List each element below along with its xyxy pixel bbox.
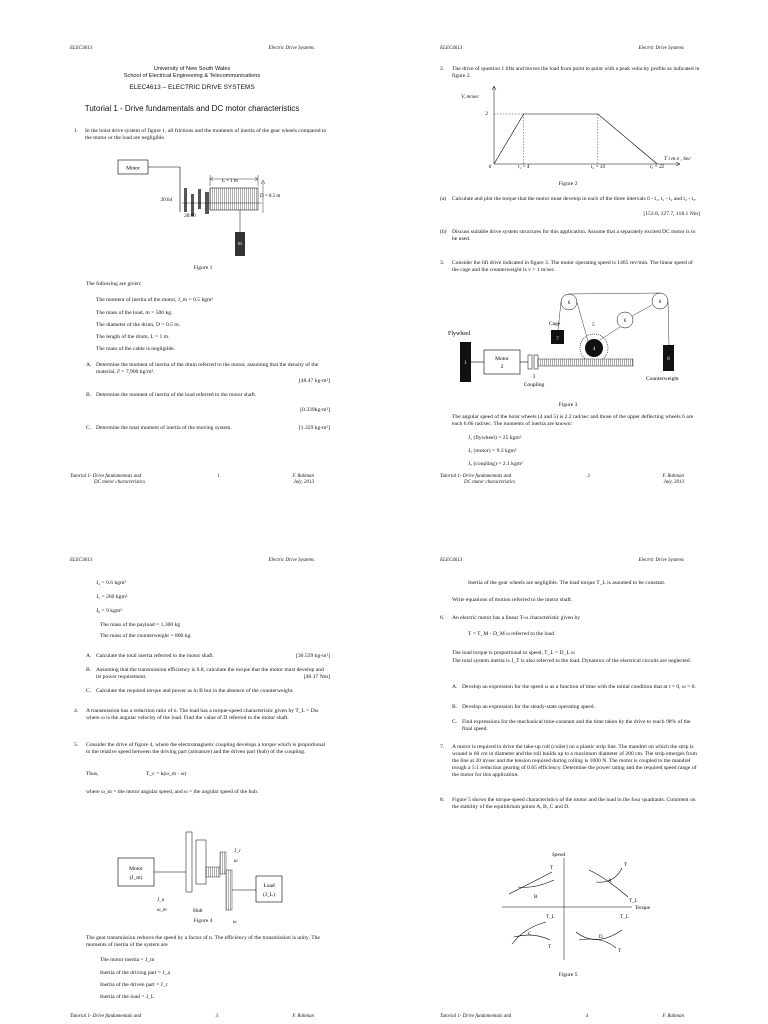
inertia-j4: J₄ = 0.6 kgm² (96, 580, 127, 586)
page-footer (70, 1014, 314, 1020)
fig4-hub-label: Hub (193, 908, 203, 914)
fig5-point-D: D (599, 935, 603, 940)
fig1-length-label: L = 1 m (222, 179, 238, 184)
q2b-label: (b) (440, 229, 447, 235)
where-text: where ω_m = the motor angular speed, and ω = the angular speed of the hub. (86, 789, 259, 795)
p4-qA-label: A. (452, 684, 458, 690)
footer-right-1: F. Rahman (662, 1014, 684, 1019)
p3-qA-text: Calculate the total inertia referred to the motor shaft. (96, 653, 214, 659)
course-code: ELEC4613 (440, 46, 463, 51)
page-number: 1 (217, 474, 221, 479)
page-1 (0, 0, 384, 512)
figure-5 (384, 512, 768, 1024)
fig3-wheel6-c: 6 (623, 319, 627, 324)
q2-text: The drive of question 1 lifts and moves the load from point to point with a peak velocity profile as indicated in figure 2. (452, 66, 700, 79)
fig5-T-q2: T (550, 866, 554, 871)
fig3-cage-label: Cage (549, 321, 561, 327)
inertia-j1: J₁ (flywheel) = 25 kgm² (468, 435, 522, 441)
fig4-load-label: Load (263, 883, 275, 889)
fig3-wheel6-b: 6 (658, 300, 662, 305)
page-footer (70, 474, 314, 486)
counterweight-mass: The mass of the counterweight = 800 kg. (100, 633, 192, 639)
q4-text: A transmission has a reduction ratio of n. The load has a torque-speed characteristic given by T_L = Dω where ω is the angular velocity of the load. Find the value of D referred to the motor shaft. (86, 708, 319, 721)
given-cable: The mass of the cable is negligible. (96, 346, 176, 352)
p3-qB-text: Assuming that the transmission efficiency is 0.8, calculate the torque that the motor must develop and its power requirement. (96, 667, 324, 680)
p4-intro1: Inertia of the gear wheels are negligible. The load torque T_L is assumed to be constant. (468, 580, 666, 586)
footer-right-1: F. Rahman (292, 474, 314, 479)
fig3-motor-label: Motor (495, 356, 509, 362)
qC-text: Determine the total moment of inertia of the moving system. (96, 425, 232, 431)
q2a-text: Calculate and plot the torque that the motor must develop in each of the three intervals 0 - t₁, t₁ - t₂ and t₂ - t₃. (452, 196, 697, 202)
given-inertia: The moment of inertia of the motor, J_m = 0.5 kgm² (96, 297, 214, 303)
q3-text2: The angular speed of the hoist wheels (4 and 5) is 2.2 rad/sec and those of the upper deflecting wheels 6 are each 6.66 rad/sec. The moments of inertia are known: (452, 414, 694, 427)
page-2 (384, 0, 768, 512)
figure-5-caption: Figure 5 (558, 972, 578, 978)
q6-text3: The total system inertia is J_T is also referred to the load. Dynamics of the electrical circuits are neglected. (452, 658, 692, 664)
fig4-motor-label: Motor (129, 866, 143, 872)
fig3-counterweight-label: Counterweight (646, 376, 679, 382)
q3-text: Consider the lift drive indicated in figure 3. The motor operating speed is 1465 rev/min. The linear speed of the cage and the counterweight is v = 1 m/sec. (452, 260, 693, 273)
chart-x-tick-label: t₃ = 22 (650, 164, 665, 170)
fig3-num1: 1 (464, 361, 467, 366)
page-footer (440, 474, 684, 486)
fig5-T-q1: T (624, 863, 628, 868)
q1-number: 1. (74, 128, 79, 134)
fig5-TL-q1: T_L (629, 899, 638, 904)
chart-x-tick-label: t₂ = 14 (590, 164, 605, 170)
footer-left-2: DC motor characteristics (464, 480, 516, 485)
gear-text: The gear transmission reduces the speed by a factor of n. The efficiency of the transmission is unity. The moments of inertia of the system are (86, 935, 320, 948)
q6-number: 6. (440, 615, 445, 621)
course-subject: Electric Drive Systems (268, 46, 314, 51)
q6-text: An electric motor has a linear T-ω characteristic given by (452, 615, 581, 621)
q5-number: 5. (74, 742, 79, 748)
fig3-num3: 3 (532, 375, 536, 380)
page-3 (0, 512, 384, 1024)
footer-left-1: Tutorial 1- Drive fundamentals and (440, 1014, 512, 1019)
footer-right-2: July, 2013 (663, 480, 684, 485)
page-number: 2 (587, 474, 591, 479)
p3-qB-answer: [40.17 Nm] (303, 674, 330, 680)
fig3-flywheel-label: Flywheel (448, 331, 471, 337)
p3-qB-label: B. (86, 667, 92, 673)
footer-right-1: F. Rahman (292, 1014, 314, 1019)
qB-text: Determine the moment of inertia of the load referred to the motor shaft. (96, 392, 257, 398)
inertia-j5: J₅ = 260 kgm² (96, 594, 128, 600)
q1-text: In the hoist drive system of figure 1, all frictions and the moments of inertia of the gear wheels compared to the motor or the load are negligible. (85, 128, 327, 141)
fig1-diameter-label: D = 0.5 m (260, 194, 281, 199)
moment-driven: Inertia of the driven part = J_r (100, 982, 168, 988)
q5-text: Consider the drive of figure 4, where the electromagnetic coupling develops a torque which is proportional to the relative speed between the driving part (armature) and the driven part (hub) of the coupling. (86, 742, 326, 755)
p4-qC-label: C. (452, 719, 458, 725)
qC-answer: [1.359 kg-m²] (298, 425, 330, 431)
fig3-cage-num: 7 (556, 337, 559, 342)
fig5-TL-q4: T_L (620, 915, 629, 920)
qB-label: B. (86, 392, 92, 398)
p4-qC-text: Find expressions for the mechanical time-constant and the time taken by the drive to reach 98% of the final speed. (462, 719, 691, 732)
fig4-wm: ω_m (157, 908, 167, 913)
chart-x-tick-label: 0 (488, 164, 492, 170)
fig3-coupling-label: Coupling (523, 382, 545, 388)
fig3-num4: 4 (592, 347, 596, 352)
qA-text: Determine the moment of inertia of the drum referred to the motor, assuming that the density of the material, ∂ = 7,900 kg/m³. (96, 362, 319, 375)
moment-motor: The motor inertia = J_m (100, 957, 155, 963)
fig3-num5: 5 (592, 323, 595, 328)
inertia-j2: J₂ (motor) = 9.3 kgm² (468, 448, 517, 454)
chart-x-tick-label: t₁ = 4 (517, 164, 530, 170)
page-footer (440, 1014, 684, 1020)
given-mass: The mass of the load, m = 500 kg. (96, 310, 173, 316)
fig3-motor-num: 2 (500, 364, 504, 370)
p3-qC-label: C. (86, 688, 92, 694)
fig3-wheel6-a: 6 (567, 301, 571, 306)
qA-answer: [48.47 kg-m²] (298, 378, 330, 384)
fig4-jr: J_r (234, 849, 241, 854)
fig5-point-A: A (608, 879, 612, 884)
q3-number: 3. (440, 260, 445, 266)
q2b-text: Discuss suitable drive system structures for this application. Assume that a separately excited DC motor is to be used. (452, 229, 696, 242)
fig5-speed-label: Speed (552, 852, 566, 858)
figure-1-caption: Figure 1 (193, 265, 213, 271)
q8-text: Figure 5 shows the torque-speed characteristics of the motor and the load in the four quadrants. Comment on the stability of the equilibrium points A, B, C and D. (452, 797, 696, 810)
q7-number: 7. (440, 744, 445, 750)
footer-left-1: Tutorial 1- Drive fundamentals and (70, 474, 142, 479)
fig1-ratio2: 20:60 (184, 214, 196, 219)
fig4-w: ω (234, 859, 238, 864)
q4-number: 4. (74, 708, 79, 714)
q6-equation: T = T_M - D_M ω referred to the load. (468, 631, 556, 637)
course-code: ELEC4613 (70, 558, 93, 563)
figure-3-caption: Figure 3 (558, 402, 578, 408)
qB-answer: [0.339kg-m²] (300, 407, 330, 413)
footer-right-1: F. Rahman (662, 474, 684, 479)
chart-y-axis-label: V, m/sec (461, 94, 479, 100)
course-subject: Electric Drive Systems (638, 558, 684, 563)
footer-left-2: DC motor characteristics (94, 480, 146, 485)
payload-mass: The mass of the payload = 1,300 kg (100, 622, 181, 628)
moment-load: Inertia of the load = J_L (100, 994, 155, 1000)
qA-label: A. (86, 362, 92, 368)
fig4-w2: ω (233, 920, 237, 925)
page-number: 4 (585, 1014, 589, 1019)
q2a-label: (a) (440, 196, 447, 202)
p4-intro2: Write equations of motion referred to the motor shaft. (452, 597, 573, 603)
course-subject: Electric Drive Systems (268, 558, 314, 563)
p3-qC-text: Calculate the required torque and power as in B but in the absence of the counterweight. (96, 688, 294, 694)
course-title: ELEC4613 – ELECTRIC DRIVE SYSTEMS (129, 84, 255, 91)
p4-qA-text: Develop an expression for the speed ω as a function of time with the initial condition that at t = 0, ω = 0. (462, 684, 696, 690)
fig5-point-C: C (528, 932, 532, 937)
fig4-motor-j: (J_m) (129, 875, 143, 881)
fig5-T-q4: T (618, 949, 622, 954)
q2-number: 2. (440, 66, 445, 72)
fig5-TL-q3: T_L (546, 915, 555, 920)
school-name: School of Electrical Engineering & Telecommunications (123, 72, 261, 79)
given-intro: The following are given: (86, 281, 142, 287)
coupling-torque-equation: T_c = k(ω_m - ω) (146, 771, 187, 777)
course-subject: Electric Drive Systems (638, 46, 684, 51)
figure-2-caption: Figure 2 (558, 181, 578, 187)
fig4-load-j: (J_L) (263, 892, 275, 898)
fig1-ratio1: 20:64 (160, 198, 172, 203)
footer-left-1: Tutorial 1- Drive fundamentals and (70, 1014, 142, 1019)
p4-qB-text: Develop an expression for the steady-state operating speed. (462, 704, 595, 710)
q7-text: A motor is required to drive the take-up roll (coiler) on a plastic strip line. The mandrel on which the strip is wound is 60 cm in diameter and the roll builds up to a maximum diameter of 200 cm. The strip emerges from the line at 20 m/sec and the tension required during rolling is 1000 N. The motor is coupled to the mandrel trough a 5:1 reduction gearing of 0.65 efficiency. Determine the power rating and the required speed range of the motor for this application. (452, 744, 697, 778)
p3-qA-answer: [36.539 kg-m²] (296, 653, 330, 659)
fig5-torque-label: Torque (635, 905, 651, 911)
figure-4-caption: Figure 4 (193, 918, 213, 924)
qC-label: C. (86, 425, 92, 431)
fig5-point-B: B (534, 895, 538, 900)
figure-1 (0, 0, 384, 512)
moment-driving: Inertia of the driving part = J_a (100, 970, 170, 976)
chart-y-tick: 2 (485, 111, 488, 117)
inertia-j3: J₃ (coupling) = 2.1 kgm² (468, 461, 523, 467)
fig1-motor-label: Motor (126, 165, 140, 172)
university-name: University of New South Wales (153, 66, 231, 72)
given-diameter: The diameter of the drum, D = 0.5 m. (96, 322, 181, 328)
q8-number: 8. (440, 797, 445, 803)
course-code: ELEC4613 (440, 558, 463, 563)
footer-right-2: July, 2013 (293, 480, 314, 485)
fig4-ja: J_a (157, 898, 165, 903)
p4-qB-label: B. (452, 704, 458, 710)
p3-qA-label: A. (86, 653, 92, 659)
page-number: 3 (215, 1014, 219, 1019)
course-code: ELEC4613 (70, 46, 93, 51)
inertia-j6: J₆ = 9 kgm² (96, 608, 122, 614)
fig1-mass-label: m (238, 242, 242, 247)
q2a-answer: [153.8, 127.7, 118.1 Nm] (643, 211, 700, 217)
tutorial-title: Tutorial 1 - Drive fundamentals and DC motor characteristics (84, 104, 300, 113)
chart-x-axis-label: T i m e , Sec (664, 156, 691, 162)
thus-label: Thus, (86, 771, 99, 777)
figure-3 (384, 0, 768, 512)
q6-text2: The load torque is proportional to speed, T_L = D_L ω (452, 650, 575, 656)
given-length: The length of the drum, L = 1 m. (96, 334, 170, 340)
fig5-T-q3: T (548, 945, 552, 950)
fig3-num8: 8 (667, 357, 670, 362)
footer-left-1: Tutorial 1- Drive fundamentals and (440, 474, 512, 479)
page-4 (384, 512, 768, 1024)
